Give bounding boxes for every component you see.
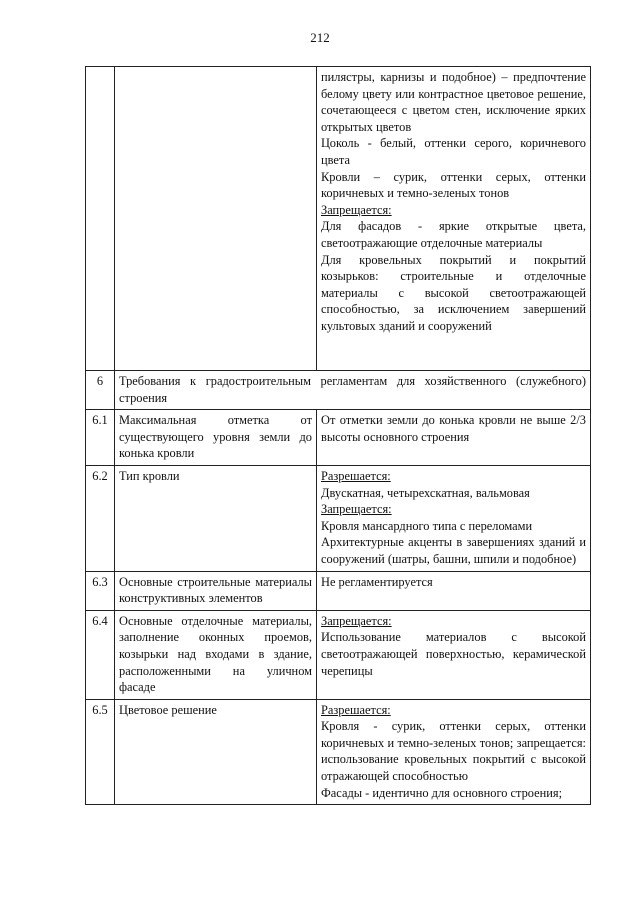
rule-text: пилястры, карнизы и подобное) – предпочтение белому цвету или контрастное цветовое решение, сочетающееся с цветом стен, исключение ярких открытых цветов: [321, 70, 586, 134]
rule-text: Фасады - идентично для основного строения;: [321, 785, 563, 800]
rule-heading: Запрещается:: [321, 613, 392, 628]
row-name: Максимальная отметка от существующего уровня земли до конька кровли: [115, 410, 317, 466]
rule-heading: Разрешается:: [321, 702, 391, 717]
rule-text: Для кровельных покрытий и покрытий козырьков: строительные и отделочные материалы с высокой светоотражающей способностью, за исключением завершений культовых зданий и сооружений: [321, 252, 586, 333]
row-number-cell: [86, 67, 115, 371]
row-value: [317, 610, 591, 699]
rule-text: От отметки земли до конька кровли не выше 2/3 высоты основного строения: [321, 413, 586, 444]
row-name: Основные строительные материалы конструктивных элементов: [115, 571, 317, 610]
row-name: Тип кровли: [115, 465, 317, 571]
table-row: [86, 699, 591, 805]
rule-text: Не регламентируется: [321, 574, 433, 589]
continuation-row: [86, 67, 591, 371]
section-number: 6: [86, 371, 115, 410]
rule-text: Архитектурные акценты в завершениях зданий и сооружений (шатры, башни, шпили и подобное): [321, 535, 586, 566]
page-number: 212: [310, 30, 330, 45]
rule-heading: Запрещается:: [321, 502, 392, 517]
table-row: [86, 571, 591, 610]
table-row: [86, 610, 591, 699]
rule-text: Цоколь - белый, оттенки серого, коричневого цвета: [321, 136, 586, 167]
rule-heading: Разрешается:: [321, 468, 391, 483]
row-name: Цветовое решение: [115, 699, 317, 805]
row-number: 6.3: [86, 571, 115, 610]
rule-text: Двускатная, четырехскатная, вальмовая: [321, 485, 530, 500]
regulations-table: [85, 66, 591, 805]
rule-heading: Запрещается:: [321, 202, 392, 217]
table-row: [86, 410, 591, 466]
section-row: [86, 371, 591, 410]
rule-text: Использование материалов с высокой светоотражающей поверхностью, керамической черепицы: [321, 630, 586, 678]
row-value: [317, 571, 591, 610]
row-number: 6.1: [86, 410, 115, 466]
row-value: [317, 465, 591, 571]
table-row: [86, 465, 591, 571]
rule-text: Для фасадов - яркие открытые цвета, светоотражающие отделочные материалы: [321, 219, 586, 250]
rule-text: Кровля мансардного типа с переломами: [321, 518, 533, 533]
row-name-cell: [115, 67, 317, 371]
row-name: Основные отделочные материалы, заполнение оконных проемов, козырьки над входами в здание, расположенными на уличном фасаде: [115, 610, 317, 699]
row-value: [317, 699, 591, 805]
row-number: 6.5: [86, 699, 115, 805]
row-number: 6.2: [86, 465, 115, 571]
rule-text: Кровли – сурик, оттенки серых, оттенки коричневых и темно-зеленых тонов: [321, 169, 586, 201]
row-number: 6.4: [86, 610, 115, 699]
rule-text: Кровля - сурик, оттенки серых, оттенки коричневых и темно-зеленых тонов; запрещается: использование кровельных покрытий с высокой отражающей способностью: [321, 719, 586, 784]
continuation-value-cell: [317, 67, 591, 371]
section-title: Требования к градостроительным регламентам для хозяйственного (служебного) строения: [115, 371, 591, 410]
row-value: [317, 410, 591, 466]
